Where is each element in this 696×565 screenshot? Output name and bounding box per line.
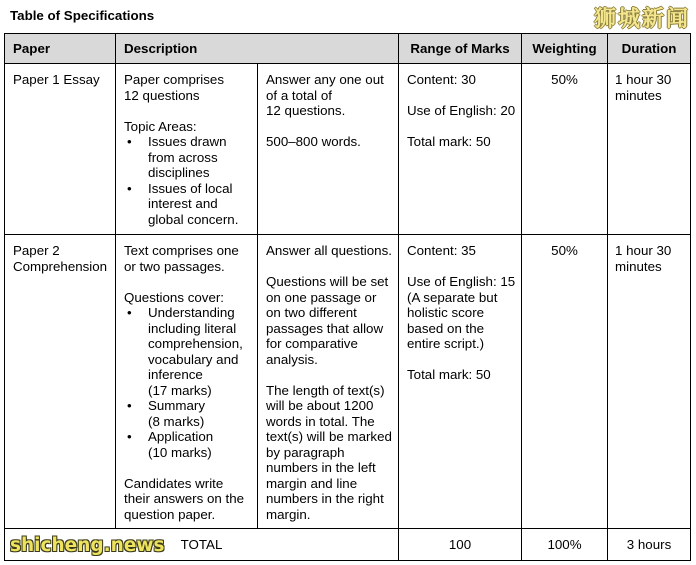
description-cell <box>116 64 258 235</box>
header-row <box>5 34 691 64</box>
description-cell <box>116 235 258 529</box>
question-type-list <box>124 305 253 460</box>
marks-content: Content: 35 <box>407 243 476 258</box>
table-row-paper-1 <box>5 64 691 235</box>
instruction-text: Answer any one out of a total of 12 questions. <box>266 72 384 118</box>
list-item: • Issues drawn from across disciplines <box>124 134 253 181</box>
header-weighting: Weighting <box>522 34 608 64</box>
description-intro: Text comprises one or two passages. <box>124 243 239 274</box>
weighting-cell: 50% <box>522 235 608 529</box>
list-item: • Understanding including literal comprehension, vocabulary and inference (17 marks) <box>124 305 253 398</box>
duration-cell: 1 hour 30 minutes <box>608 235 691 529</box>
specifications-table <box>4 33 691 561</box>
list-item: • Application (10 marks) <box>124 429 253 460</box>
weighting-cell: 50% <box>522 64 608 235</box>
table-row-paper-2 <box>5 235 691 529</box>
watermark-bottom-left: shicheng.news <box>10 535 165 556</box>
marks-total: Total mark: 50 <box>407 134 491 149</box>
description-intro: Paper comprises 12 questions <box>124 72 225 103</box>
paper-cell: Paper 2 Comprehension <box>5 235 116 529</box>
instruction-text: Answer all questions. <box>266 243 392 258</box>
total-weighting: 100% <box>522 529 608 561</box>
watermark-top-right: 狮城新闻 <box>593 7 690 32</box>
instructions-cell <box>258 64 399 235</box>
list-item: • Summary (8 marks) <box>124 398 253 429</box>
duration-cell: 1 hour 30 minutes <box>608 64 691 235</box>
header-description: Description <box>116 34 399 64</box>
instruction-text: 500–800 words. <box>266 134 361 149</box>
total-label: TOTAL <box>5 529 399 561</box>
marks-english: Use of English: 15 (A separate but holistic score based on the entire script.) <box>407 274 516 351</box>
list-item: • Issues of local interest and global concern. <box>124 181 253 228</box>
table-title: Table of Specifications <box>10 8 155 23</box>
table-body <box>5 64 691 561</box>
total-marks: 100 <box>399 529 522 561</box>
header-range-of-marks: Range of Marks <box>399 34 522 64</box>
header-paper: Paper <box>5 34 116 64</box>
marks-total: Total mark: 50 <box>407 367 491 382</box>
description-closing: Candidates write their answers on the question paper. <box>124 475 245 522</box>
instruction-text: The length of text(s) will be about 1200 words in total. The text(s) will be marked by paragraph numbers in the left margin and line numbers in the right margin. <box>266 382 392 522</box>
table-header <box>5 34 691 64</box>
paper-cell: Paper 1 Essay <box>5 64 116 235</box>
marks-content: Content: 30 <box>407 72 476 87</box>
total-duration: 3 hours <box>608 529 691 561</box>
description-list-heading: Topic Areas: <box>124 118 197 134</box>
instructions-cell <box>258 235 399 529</box>
instruction-text: Questions will be set on one passage or on two different passages that allow for comparative analysis. <box>266 274 389 367</box>
description-list-heading: Questions cover: <box>124 289 225 305</box>
marks-english: Use of English: 20 <box>407 103 516 118</box>
marks-cell <box>399 64 522 235</box>
header-duration: Duration <box>608 34 691 64</box>
topic-list <box>124 134 253 227</box>
marks-cell <box>399 235 522 529</box>
